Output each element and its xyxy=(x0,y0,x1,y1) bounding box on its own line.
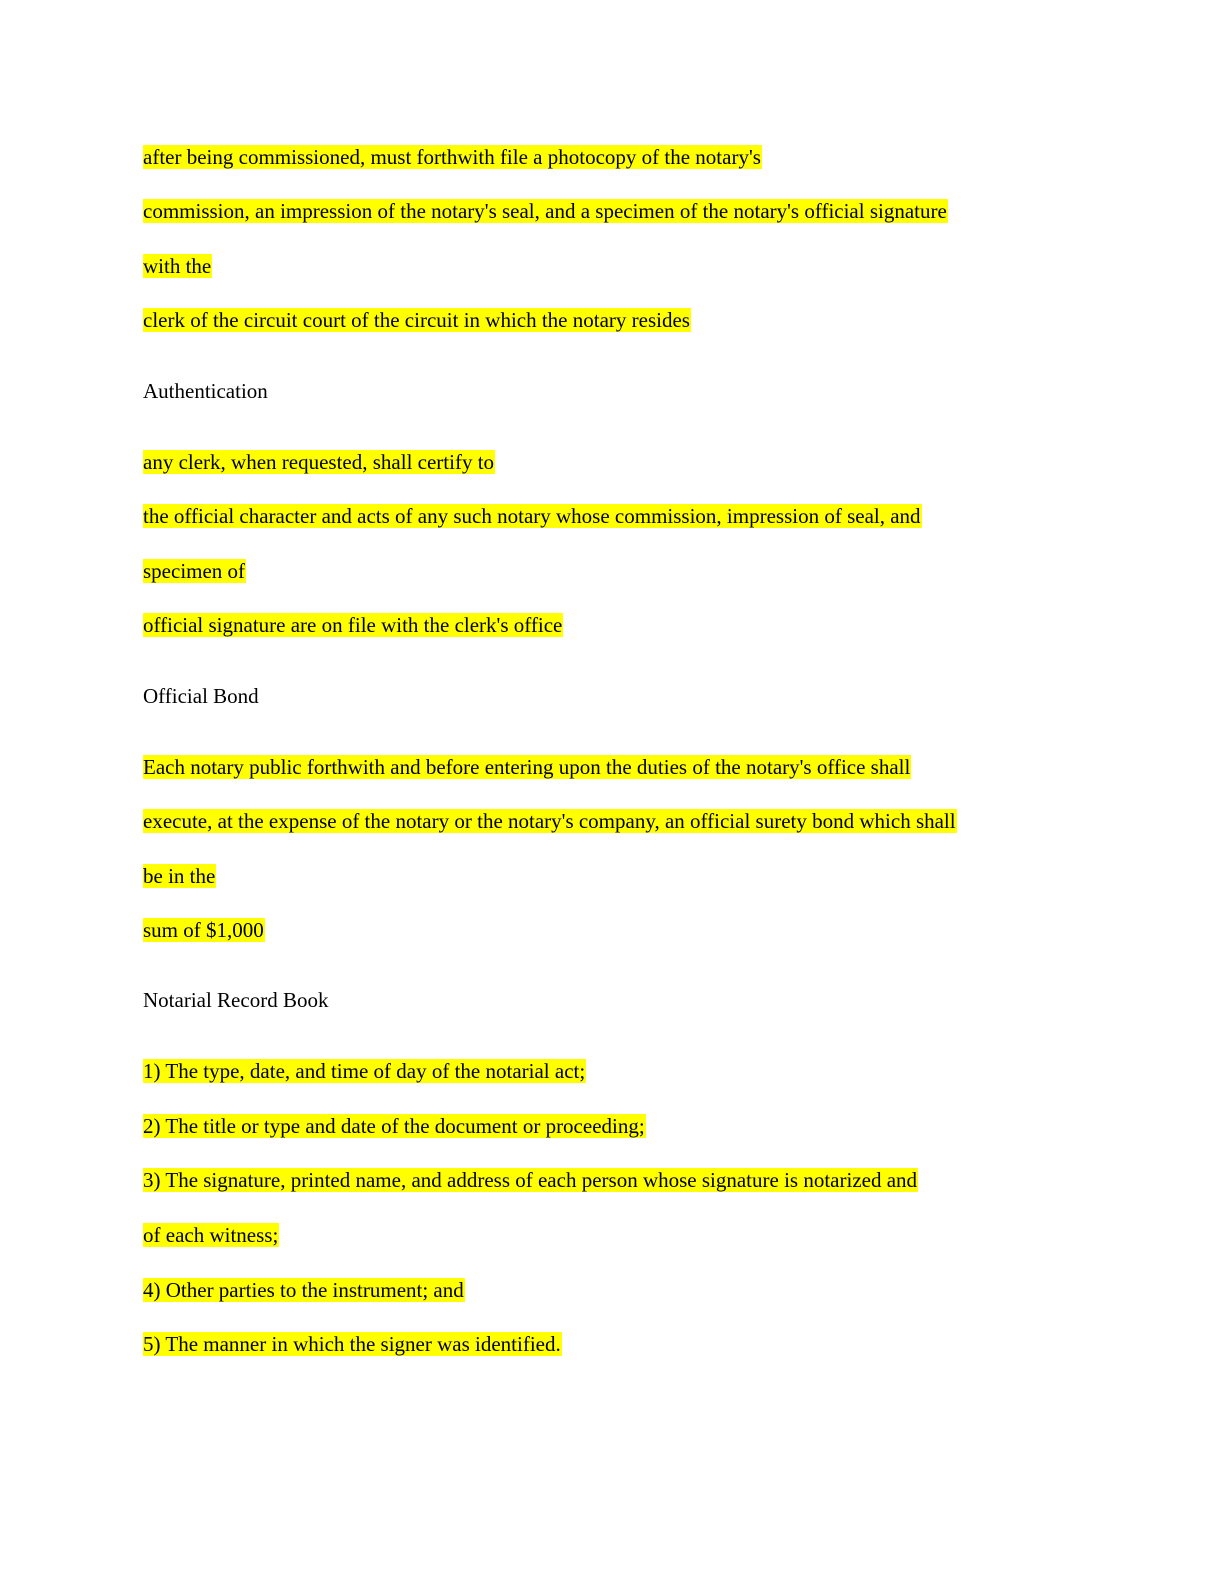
highlighted-text: commission, an impression of the notary's seal, and a specimen of the notary's official signature xyxy=(143,199,947,223)
highlighted-text: sum of $1,000 xyxy=(143,918,264,942)
text-line xyxy=(143,502,922,530)
text-line xyxy=(143,448,495,476)
text-line xyxy=(143,557,246,585)
highlighted-text: 3) The signature, printed name, and address of each person whose signature is notarized and xyxy=(143,1168,918,1192)
highlighted-text: the official character and acts of any such notary whose commission, impression of seal, and xyxy=(143,504,921,528)
text-line xyxy=(143,807,957,835)
section-heading-authentication: Authentication xyxy=(143,379,268,403)
list-item-continuation xyxy=(143,1221,279,1249)
highlighted-text: of each witness; xyxy=(143,1223,279,1247)
highlighted-text: official signature are on file with the clerk's office xyxy=(143,613,563,637)
highlighted-text: with the xyxy=(143,254,212,278)
section-heading-notarial-record-book: Notarial Record Book xyxy=(143,988,329,1012)
highlighted-text: 5) The manner in which the signer was identified. xyxy=(143,1332,561,1356)
text-line xyxy=(143,611,563,639)
highlighted-text: Each notary public forthwith and before entering upon the duties of the notary's office shall xyxy=(143,755,911,779)
list-item xyxy=(143,1330,562,1358)
text-line xyxy=(143,753,911,781)
text-line xyxy=(143,916,265,944)
highlighted-text: 4) Other parties to the instrument; and xyxy=(143,1278,464,1302)
text-line xyxy=(143,306,691,334)
list-item xyxy=(143,1112,646,1140)
text-line xyxy=(143,252,212,280)
highlighted-text: specimen of xyxy=(143,559,246,583)
highlighted-text: be in the xyxy=(143,864,216,888)
highlighted-text: any clerk, when requested, shall certify to xyxy=(143,450,495,474)
list-item xyxy=(143,1166,918,1194)
list-item xyxy=(143,1057,586,1085)
section-heading-official-bond: Official Bond xyxy=(143,684,259,708)
text-line xyxy=(143,143,762,171)
text-line xyxy=(143,197,948,225)
highlighted-text: clerk of the circuit court of the circuit in which the notary resides xyxy=(143,308,690,332)
text-line xyxy=(143,862,216,890)
highlighted-text: after being commissioned, must forthwith file a photocopy of the notary's xyxy=(143,145,761,169)
highlighted-text: 1) The type, date, and time of day of the notarial act; xyxy=(143,1059,586,1083)
highlighted-text: execute, at the expense of the notary or the notary's company, an official surety bond which shall xyxy=(143,809,956,833)
highlighted-text: 2) The title or type and date of the document or proceeding; xyxy=(143,1114,645,1138)
list-item xyxy=(143,1276,465,1304)
